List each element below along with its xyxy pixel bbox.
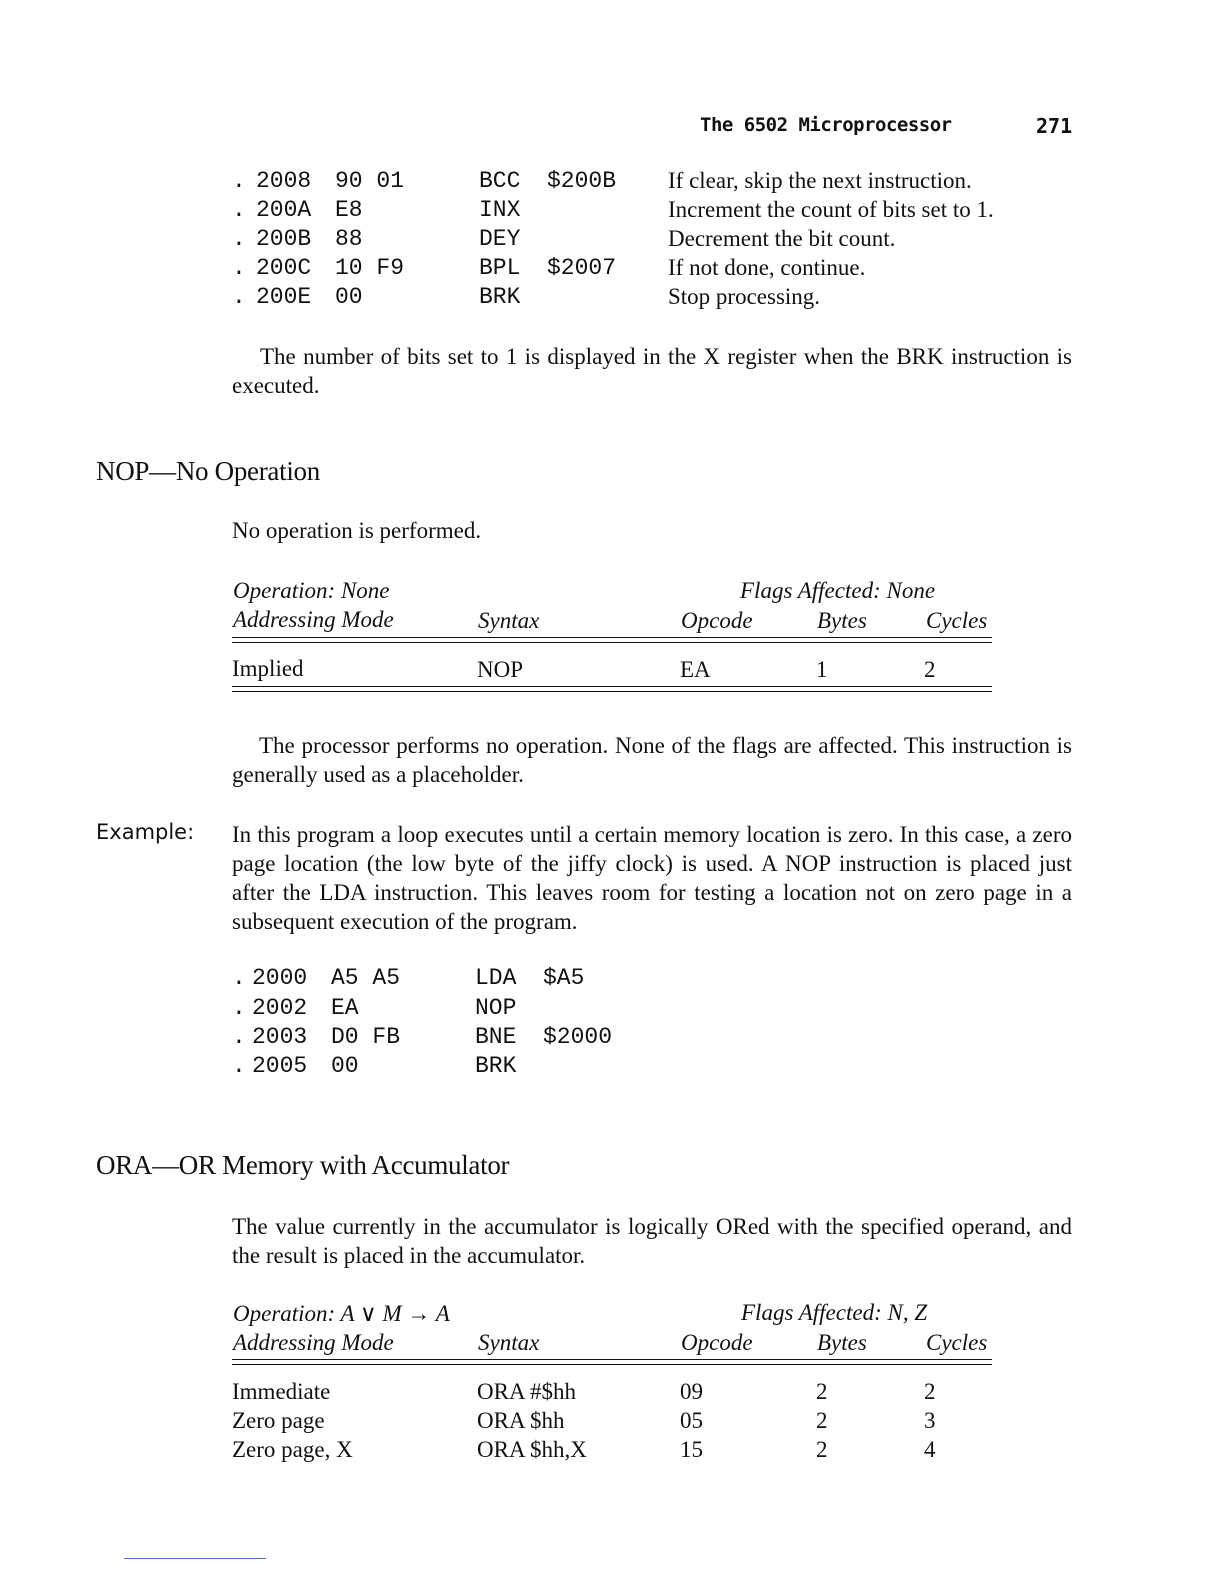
cell-cycles: 2: [924, 657, 936, 682]
table-rule: [232, 1364, 992, 1365]
table-rule: [232, 691, 992, 692]
code-bytes: 00: [335, 284, 363, 310]
cell-cycles: 2: [924, 1379, 936, 1404]
cell-opcode: EA: [680, 657, 711, 682]
cell-bytes: 1: [816, 657, 828, 682]
cell-bytes: 2: [816, 1379, 828, 1404]
code-dot: .: [232, 255, 246, 281]
code-mnemonic: INX: [479, 197, 521, 223]
example-text: In this program a loop executes until a certain memory location is zero. In this case, a zero page location (the low byte of the jiffy clock) is used. A NOP instruction is placed just after the LDA instruction. This leaves room for testing a location not on zero page in a subsequent execution of the program.: [232, 822, 1072, 934]
code-comment: Increment the count of bits set to 1.: [668, 197, 994, 222]
code-bytes: E8: [335, 197, 363, 223]
section-heading-ora: ORA—OR Memory with Accumulator: [96, 1150, 510, 1180]
code-comment: Stop processing.: [668, 284, 821, 309]
code-dot: .: [232, 168, 246, 194]
table-rule: [232, 686, 992, 687]
code-mnemonic: DEY: [479, 226, 521, 252]
code-bytes: 00: [331, 1053, 359, 1079]
code-dot: .: [232, 1053, 246, 1079]
column-header-syntax: Syntax: [478, 1330, 540, 1355]
code-mnemonic: NOP: [475, 995, 517, 1021]
code-address: 200B: [256, 226, 312, 252]
code-dot: .: [232, 226, 246, 252]
code-comment: Decrement the bit count.: [668, 226, 896, 251]
column-header-bytes: Bytes: [817, 1330, 867, 1355]
page-number: 271: [1036, 114, 1073, 138]
code-bytes: A5 A5: [331, 965, 401, 991]
cell-syntax: ORA $hh,X: [477, 1437, 587, 1462]
paragraph-bits-result: The number of bits set to 1 is displayed in the X register when the BRK instruction is executed.: [232, 344, 1072, 398]
code-mnemonic: BRK: [479, 284, 521, 310]
code-bytes: 10 F9: [335, 255, 405, 281]
code-dot: .: [232, 965, 246, 991]
cell-cycles: 4: [924, 1437, 936, 1462]
column-header-cycles: Cycles: [926, 1330, 988, 1355]
cell-syntax: ORA $hh: [477, 1408, 565, 1433]
cell-opcode: 05: [680, 1408, 703, 1433]
code-operand: $A5: [543, 965, 585, 991]
code-bytes: 90 01: [335, 168, 405, 194]
code-mnemonic: BPL: [479, 255, 521, 281]
table-rule: [232, 637, 992, 638]
code-address: 2008: [256, 168, 312, 194]
code-dot: .: [232, 197, 246, 223]
cell-opcode: 09: [680, 1379, 703, 1404]
column-header-addressing-mode: Addressing Mode: [233, 607, 394, 632]
nop-intro: No operation is performed.: [232, 518, 482, 543]
example-label: Example:: [96, 820, 195, 844]
table-rule: [232, 642, 992, 643]
table-operation: Operation: None: [233, 578, 390, 603]
cell-bytes: 2: [816, 1408, 828, 1433]
cell-addressing-mode: Zero page, X: [232, 1437, 353, 1462]
column-header-opcode: Opcode: [681, 608, 753, 633]
column-header-cycles: Cycles: [926, 608, 988, 633]
table-flags-affected: Flags Affected: N, Z: [741, 1300, 928, 1325]
table-flags-affected: Flags Affected: None: [740, 578, 936, 603]
code-comment: If clear, skip the next instruction.: [668, 168, 972, 193]
cell-cycles: 3: [924, 1408, 936, 1433]
table-operation: Operation: A ∨ M → A: [233, 1301, 450, 1326]
code-operand: $2007: [547, 255, 617, 281]
code-dot: .: [232, 995, 246, 1021]
code-operand: $2000: [543, 1024, 613, 1050]
ora-description: The value currently in the accumulator is logically ORed with the specified operand, and the result is placed in the accumulator.: [232, 1214, 1072, 1268]
section-heading-nop: NOP—No Operation: [96, 456, 320, 486]
code-address: 200E: [256, 284, 312, 310]
code-dot: .: [232, 284, 246, 310]
column-header-bytes: Bytes: [817, 608, 867, 633]
code-bytes: 88: [335, 226, 363, 252]
code-address: 2002: [252, 995, 308, 1021]
code-bytes: D0 FB: [331, 1024, 401, 1050]
cell-bytes: 2: [816, 1437, 828, 1462]
nop-description: The processor performs no operation. None of the flags are affected. This instruction is generally used as a placeholder.: [232, 733, 1072, 787]
column-header-addressing-mode: Addressing Mode: [233, 1330, 394, 1355]
table-rule: [232, 1359, 992, 1360]
code-address: 2003: [252, 1024, 308, 1050]
code-address: 200C: [256, 255, 312, 281]
code-dot: .: [232, 1024, 246, 1050]
column-header-syntax: Syntax: [478, 608, 540, 633]
running-header-title: The 6502 Microprocessor: [700, 114, 952, 136]
code-mnemonic: BNE: [475, 1024, 517, 1050]
cell-addressing-mode: Zero page: [232, 1408, 325, 1433]
code-address: 200A: [256, 197, 312, 223]
code-address: 2000: [252, 965, 308, 991]
code-comment: If not done, continue.: [668, 255, 866, 280]
cell-syntax: NOP: [477, 657, 524, 682]
code-operand: $200B: [547, 168, 617, 194]
code-mnemonic: BCC: [479, 168, 521, 194]
page-edge-mark: [124, 1558, 266, 1559]
code-mnemonic: BRK: [475, 1053, 517, 1079]
cell-addressing-mode: Implied: [232, 656, 304, 681]
code-address: 2005: [252, 1053, 308, 1079]
cell-addressing-mode: Immediate: [232, 1379, 331, 1404]
code-mnemonic: LDA: [475, 965, 517, 991]
cell-syntax: ORA #$hh: [477, 1379, 577, 1404]
code-bytes: EA: [331, 995, 359, 1021]
cell-opcode: 15: [680, 1437, 703, 1462]
column-header-opcode: Opcode: [681, 1330, 753, 1355]
